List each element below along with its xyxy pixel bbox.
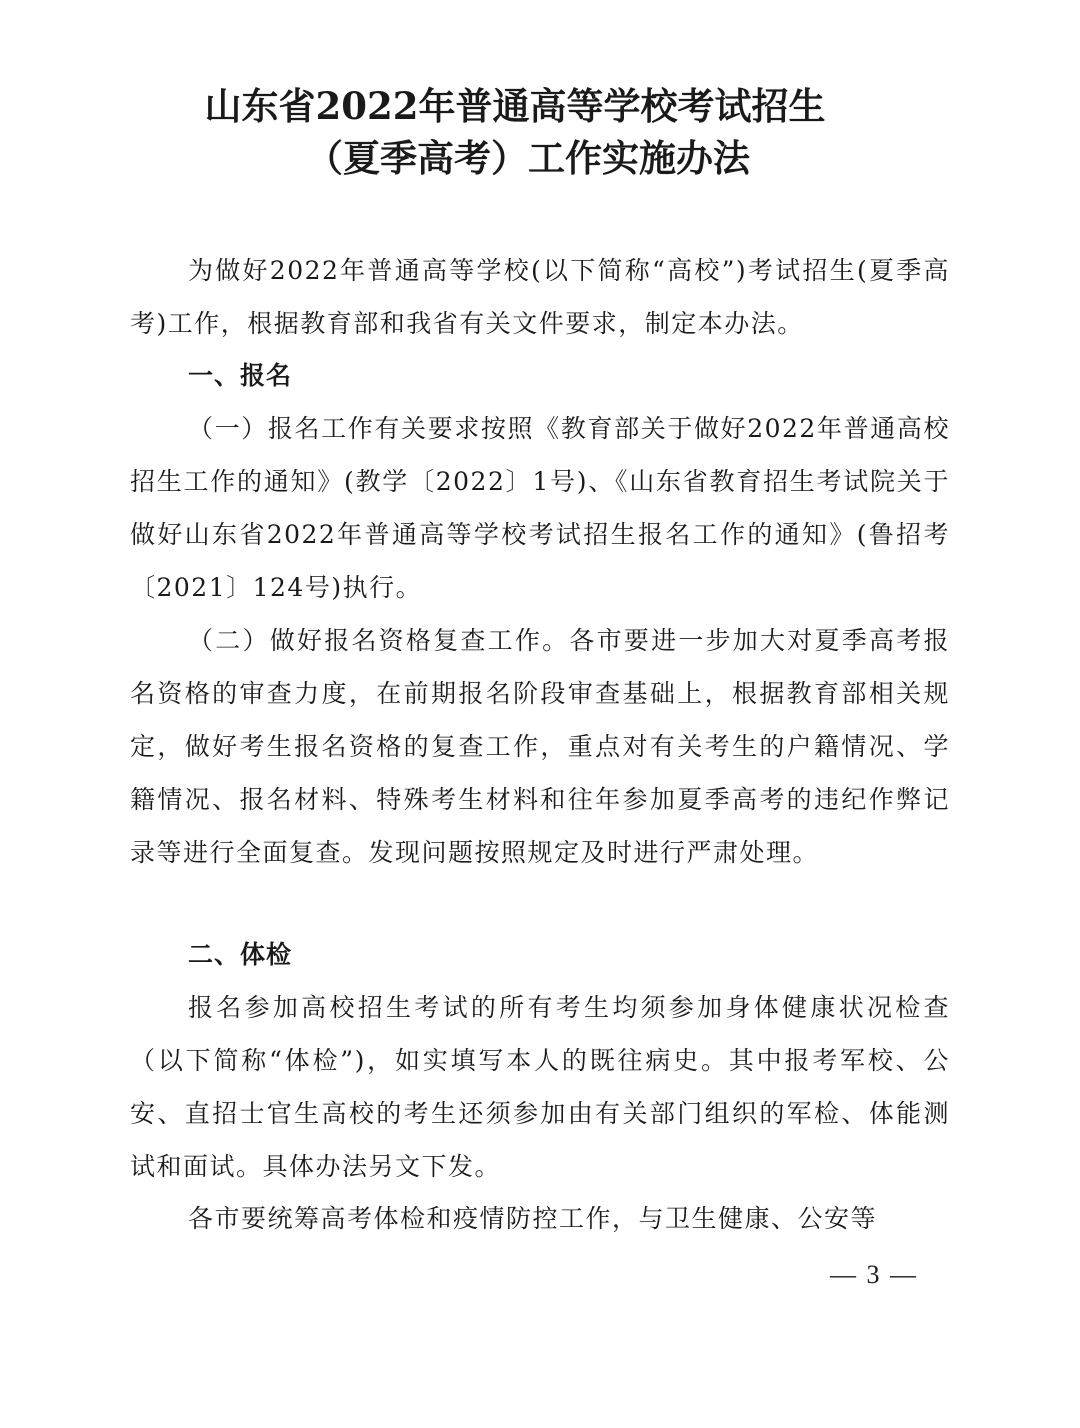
document-title-line-1: 山东省2022年普通高等学校考试招生 xyxy=(204,84,826,128)
document-title-line-2: （夏季高考）工作实施办法 xyxy=(306,136,750,180)
registration-paragraph-1: （一）报名工作有关要求按照《教育部关于做好2022年普通高校招生工作的通知》(教学〔2022〕1号)、《山东省教育招生考试院关于做好山东省2022年普通高等学校考试招生报名工作的通知》(鲁招考〔2021〕124号)执行。 xyxy=(130,414,950,602)
page-number: — 3 — xyxy=(830,1260,918,1289)
physical-exam-paragraph-1: 报名参加高校招生考试的所有考生均须参加身体健康状况检查（以下简称“体检”)，如实填写本人的既往病史。其中报考军校、公安、直招士官生高校的考生还须参加由有关部门组织的军检、体能测试和面试。具体办法另文下发。 xyxy=(130,993,950,1181)
registration-paragraph-2: （二）做好报名资格复查工作。各市要进一步加大对夏季高考报名资格的审查力度，在前期报名阶段审查基础上，根据教育部相关规定，做好考生报名资格的复查工作，重点对有关考生的户籍情况、学籍情况、报名材料、特殊考生材料和往年参加夏季高考的违纪作弊记录等进行全面复查。发现问题按照规定及时进行严肃处理。 xyxy=(130,626,950,867)
physical-exam-paragraph-2: 各市要统筹高考体检和疫情防控工作，与卫生健康、公安等 xyxy=(188,1204,878,1233)
section-heading-registration: 一、报名 xyxy=(188,361,293,390)
intro-paragraph: 为做好2022年普通高等学校(以下简称“高校”)考试招生(夏季高考)工作，根据教育部和我省有关文件要求，制定本办法。 xyxy=(130,256,950,338)
section-heading-physical-exam: 二、体检 xyxy=(188,940,293,969)
